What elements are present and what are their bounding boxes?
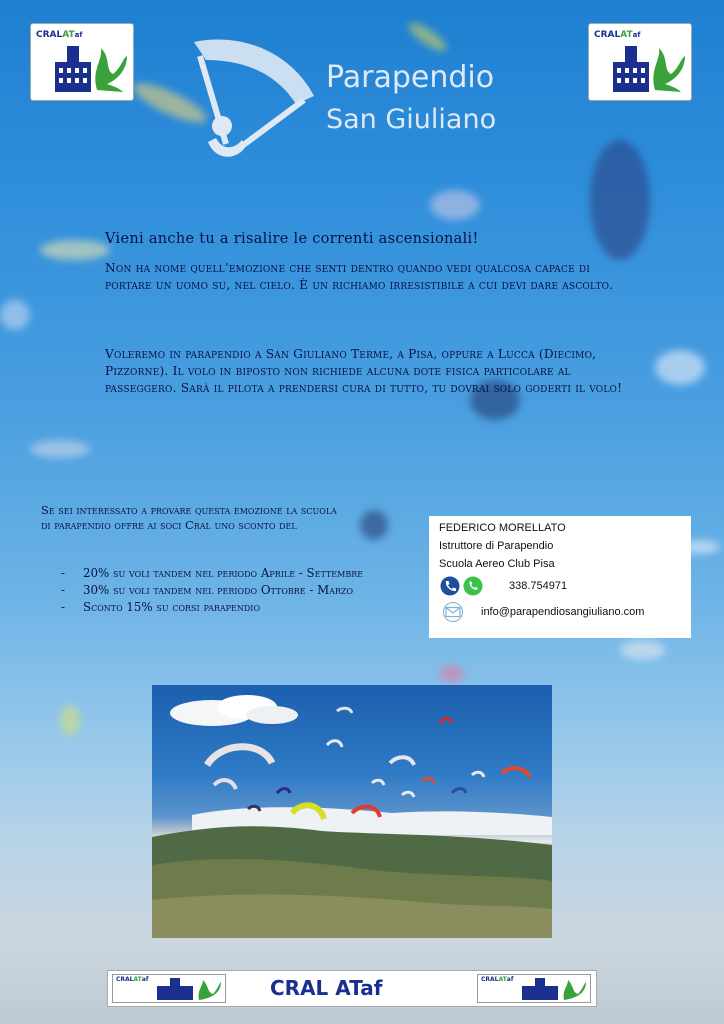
palazzo-lily-icon	[518, 978, 586, 1000]
phone-icon	[440, 576, 460, 596]
whatsapp-icon	[463, 576, 483, 596]
offer-intro: Se sei interessato a provare questa emozione la scuola di parapendio offre ai soci Cral uno sconto del	[41, 503, 337, 532]
offer-list	[61, 566, 391, 615]
background-glider	[430, 190, 480, 220]
cral-logo-text: CRALATaf	[594, 30, 641, 40]
background-glider	[40, 240, 110, 260]
paragliders-scene	[152, 685, 552, 938]
background-glider	[0, 300, 30, 330]
background-glider	[405, 18, 450, 55]
intro-paragraph: Non ha nome quell’emozione che senti dentro quando vedi qualcosa capace di portare un uomo su, nel cielo. È un richiamo irresistibile a cui devi dare ascolto.	[105, 261, 614, 292]
cral-logo-right	[588, 23, 692, 101]
background-glider	[360, 510, 388, 540]
footer-logo-right: CRALATaf	[477, 974, 591, 1003]
background-glider	[655, 350, 705, 385]
palazzo-lily-icon	[609, 40, 687, 96]
footer-title: CRAL ATaf	[270, 976, 383, 1000]
paraglider-logo-icon	[186, 34, 321, 164]
email-link[interactable]: info@parapendiosangiuliano.com	[481, 606, 645, 618]
list-item: - Sconto 15% su corsi parapendio	[61, 600, 391, 615]
contact-name: FEDERICO MORELLATO	[439, 522, 566, 534]
list-item: - 20% su voli tandem nel periodo Aprile - Settembre	[61, 566, 391, 581]
mail-icon	[441, 602, 465, 622]
headline: Vieni anche tu a risalire le correnti ascensionali!	[105, 231, 479, 247]
background-glider	[30, 440, 90, 458]
list-item: - 30% su voli tandem nel periodo Ottobre - Marzo	[61, 583, 391, 598]
cral-logo-text: CRALATaf	[36, 30, 83, 40]
palazzo-lily-icon	[153, 978, 221, 1000]
cral-logo-left	[30, 23, 134, 101]
background-glider	[620, 640, 665, 660]
cral-footer-banner	[107, 970, 597, 1007]
contact-card	[429, 516, 691, 638]
phone-number[interactable]: 338.754971	[509, 580, 568, 592]
footer-logo-left: CRALATaf	[112, 974, 226, 1003]
contact-role: Istruttore di Parapendio	[439, 540, 554, 552]
background-glider	[440, 665, 464, 683]
palazzo-lily-icon	[51, 40, 129, 96]
paragliders-photo	[152, 685, 552, 938]
brand-title-line1: Parapendio	[326, 60, 495, 95]
contact-school: Scuola Aereo Club Pisa	[439, 558, 555, 570]
flight-paragraph: Voleremo in parapendio a San Giuliano Terme, a Pisa, oppure a Lucca (Diecimo, Pizzorne). Il volo in biposto non richiede alcuna dote fisica particolare al passeggero. Sarà il pilota a prendersi cura di tutto, tu dovrai solo goderti il volo!	[105, 347, 623, 395]
background-glider	[590, 140, 650, 260]
background-glider	[60, 705, 80, 735]
brand-title-line2: San Giuliano	[326, 104, 497, 135]
